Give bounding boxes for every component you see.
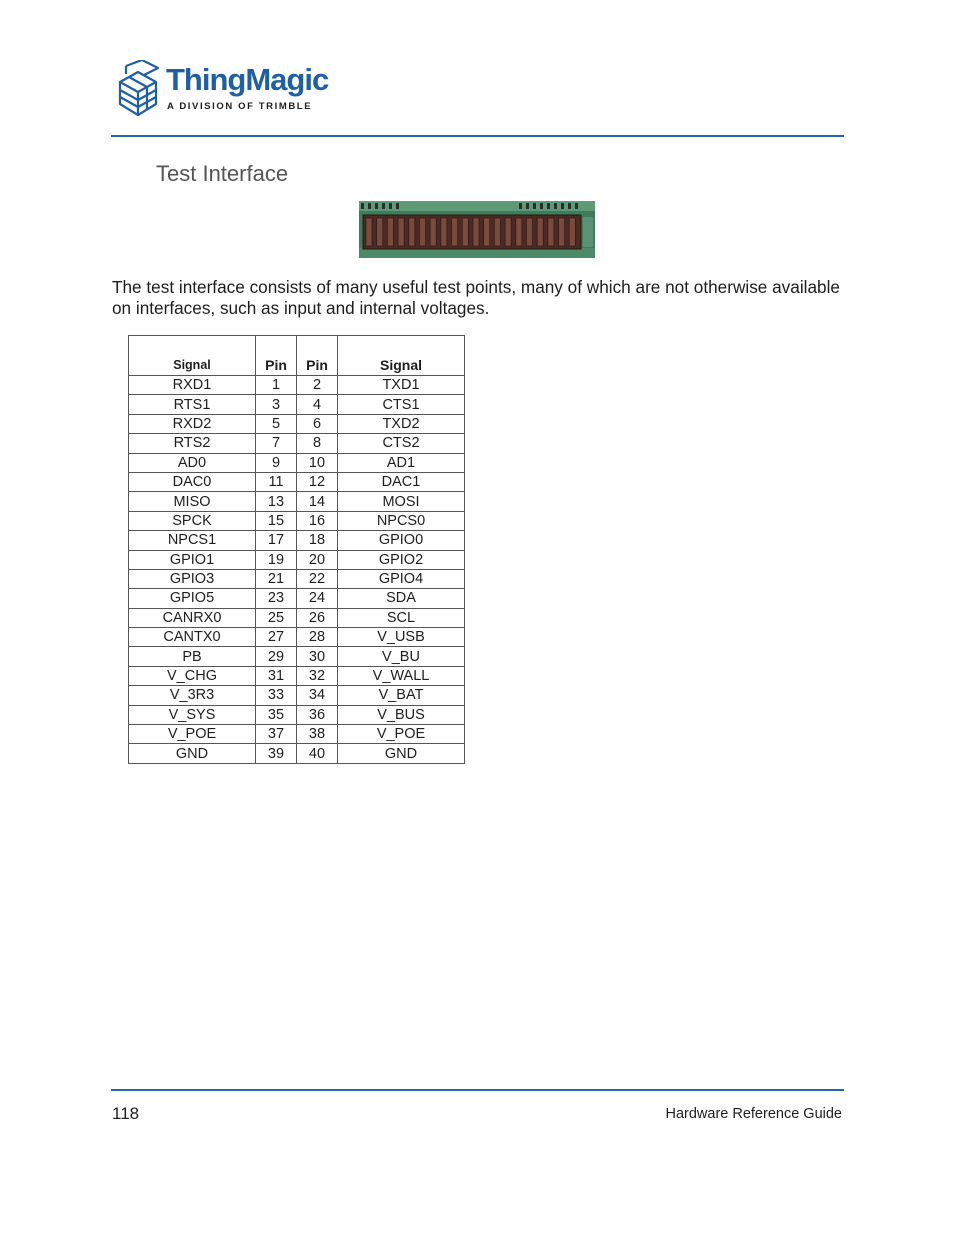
table-row xyxy=(129,376,465,395)
pcb-header-connector-photo xyxy=(359,201,595,258)
cell-signal-right: DAC1 xyxy=(338,472,465,491)
cell-pin-right: 14 xyxy=(297,492,338,511)
cell-pin-right: 32 xyxy=(297,666,338,685)
cell-pin-right: 6 xyxy=(297,414,338,433)
cell-pin-left: 11 xyxy=(256,472,297,491)
cell-signal-right: CTS1 xyxy=(338,395,465,414)
pin-table xyxy=(128,335,465,764)
cell-pin-left: 17 xyxy=(256,531,297,550)
table-row xyxy=(129,531,465,550)
stacked-cube-icon xyxy=(112,60,164,120)
cell-pin-left: 15 xyxy=(256,511,297,530)
cell-signal-left: V_CHG xyxy=(129,666,256,685)
cell-signal-left: V_SYS xyxy=(129,705,256,724)
header-rule xyxy=(111,135,844,137)
cell-signal-left: V_3R3 xyxy=(129,686,256,705)
table-row xyxy=(129,628,465,647)
cell-pin-left: 13 xyxy=(256,492,297,511)
logo-wordmark: ThingMagic xyxy=(166,62,329,97)
cell-pin-right: 40 xyxy=(297,744,338,763)
header-pin-right: Pin xyxy=(297,336,338,376)
cell-pin-right: 38 xyxy=(297,725,338,744)
cell-pin-right: 10 xyxy=(297,453,338,472)
cell-signal-right: V_BAT xyxy=(338,686,465,705)
cell-pin-left: 25 xyxy=(256,608,297,627)
cell-pin-left: 1 xyxy=(256,376,297,395)
cell-signal-right: GPIO2 xyxy=(338,550,465,569)
cell-pin-right: 12 xyxy=(297,472,338,491)
cell-signal-right: AD1 xyxy=(338,453,465,472)
cell-pin-right: 24 xyxy=(297,589,338,608)
cell-signal-left: DAC0 xyxy=(129,472,256,491)
cell-pin-right: 28 xyxy=(297,628,338,647)
cell-signal-right: V_POE xyxy=(338,725,465,744)
cell-signal-right: GPIO4 xyxy=(338,569,465,588)
table-row xyxy=(129,705,465,724)
cell-pin-left: 37 xyxy=(256,725,297,744)
cell-signal-right: TXD2 xyxy=(338,414,465,433)
cell-pin-left: 9 xyxy=(256,453,297,472)
table-row xyxy=(129,569,465,588)
cell-pin-left: 3 xyxy=(256,395,297,414)
cell-pin-left: 31 xyxy=(256,666,297,685)
cell-signal-right: V_WALL xyxy=(338,666,465,685)
cell-signal-right: CTS2 xyxy=(338,434,465,453)
cell-pin-left: 5 xyxy=(256,414,297,433)
cell-pin-left: 39 xyxy=(256,744,297,763)
cell-pin-right: 30 xyxy=(297,647,338,666)
cell-signal-left: PB xyxy=(129,647,256,666)
cell-signal-left: GPIO3 xyxy=(129,569,256,588)
page-number: 118 xyxy=(112,1104,140,1123)
cell-pin-right: 8 xyxy=(297,434,338,453)
pin-table-header xyxy=(129,336,465,376)
cell-pin-left: 21 xyxy=(256,569,297,588)
cell-signal-right: V_BU xyxy=(338,647,465,666)
cell-signal-left: MISO xyxy=(129,492,256,511)
cell-signal-right: SDA xyxy=(338,589,465,608)
table-row xyxy=(129,647,465,666)
cell-signal-right: V_BUS xyxy=(338,705,465,724)
cell-signal-left: GND xyxy=(129,744,256,763)
cell-signal-left: GPIO5 xyxy=(129,589,256,608)
cell-pin-right: 4 xyxy=(297,395,338,414)
logo-subtitle: A DIVISION OF TRIMBLE xyxy=(167,101,313,112)
table-row xyxy=(129,686,465,705)
header-signal-right: Signal xyxy=(338,336,465,376)
cell-signal-left: AD0 xyxy=(129,453,256,472)
table-row xyxy=(129,666,465,685)
table-row xyxy=(129,492,465,511)
cell-signal-left: CANRX0 xyxy=(129,608,256,627)
cell-signal-left: RTS2 xyxy=(129,434,256,453)
cell-pin-right: 36 xyxy=(297,705,338,724)
table-row xyxy=(129,414,465,433)
header-pin-left: Pin xyxy=(256,336,297,376)
table-row xyxy=(129,550,465,569)
cell-signal-right: NPCS0 xyxy=(338,511,465,530)
cell-pin-right: 34 xyxy=(297,686,338,705)
footer-rule xyxy=(111,1089,844,1091)
cell-pin-right: 20 xyxy=(297,550,338,569)
table-row xyxy=(129,608,465,627)
cell-pin-right: 18 xyxy=(297,531,338,550)
cell-pin-left: 23 xyxy=(256,589,297,608)
cell-signal-left: V_POE xyxy=(129,725,256,744)
thingmagic-logo xyxy=(112,58,342,120)
cell-signal-left: RXD2 xyxy=(129,414,256,433)
intro-paragraph: The test interface consists of many useful test points, many of which are not otherwise available on interfaces, such as input and internal voltages. xyxy=(112,277,840,318)
cell-pin-right: 16 xyxy=(297,511,338,530)
cell-signal-left: CANTX0 xyxy=(129,628,256,647)
section-title: Test Interface xyxy=(156,161,289,186)
cell-signal-right: TXD1 xyxy=(338,376,465,395)
cell-signal-right: SCL xyxy=(338,608,465,627)
cell-signal-right: GND xyxy=(338,744,465,763)
cell-signal-left: SPCK xyxy=(129,511,256,530)
cell-pin-left: 35 xyxy=(256,705,297,724)
table-row xyxy=(129,511,465,530)
header-signal-left: Signal xyxy=(129,336,256,376)
cell-signal-right: GPIO0 xyxy=(338,531,465,550)
table-row xyxy=(129,744,465,763)
table-row xyxy=(129,434,465,453)
cell-pin-left: 29 xyxy=(256,647,297,666)
cell-pin-right: 2 xyxy=(297,376,338,395)
cell-signal-left: RXD1 xyxy=(129,376,256,395)
cell-pin-left: 19 xyxy=(256,550,297,569)
cell-pin-left: 7 xyxy=(256,434,297,453)
table-row xyxy=(129,589,465,608)
cell-pin-left: 33 xyxy=(256,686,297,705)
cell-signal-left: RTS1 xyxy=(129,395,256,414)
cell-signal-right: MOSI xyxy=(338,492,465,511)
guide-title: Hardware Reference Guide xyxy=(665,1106,842,1122)
cell-signal-left: GPIO1 xyxy=(129,550,256,569)
table-row xyxy=(129,395,465,414)
table-row xyxy=(129,725,465,744)
cell-signal-left: NPCS1 xyxy=(129,531,256,550)
table-row xyxy=(129,472,465,491)
cell-signal-right: V_USB xyxy=(338,628,465,647)
cell-pin-right: 22 xyxy=(297,569,338,588)
cell-pin-left: 27 xyxy=(256,628,297,647)
cell-pin-right: 26 xyxy=(297,608,338,627)
table-row xyxy=(129,453,465,472)
